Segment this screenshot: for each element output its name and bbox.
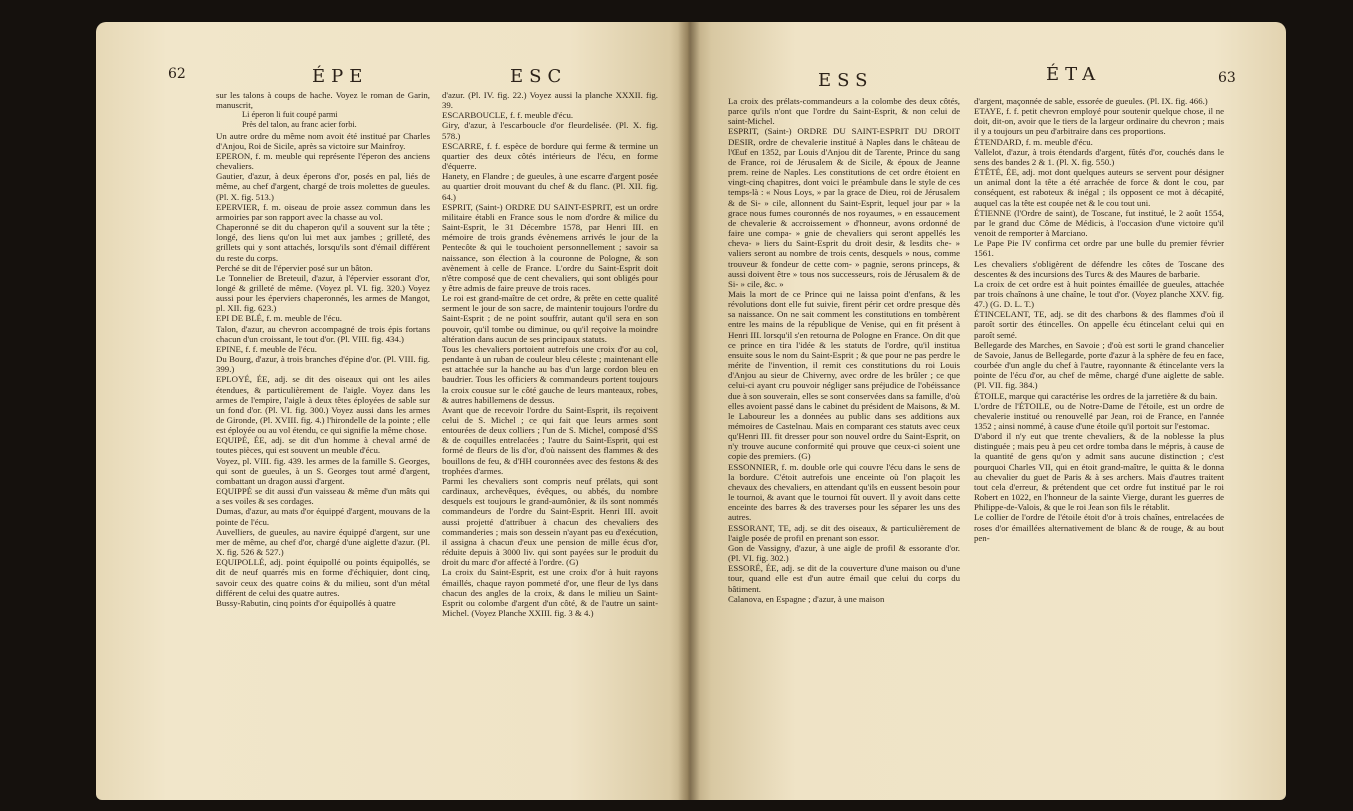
paragraph: Chaperonné se dit du chaperon qu'il a souvent sur la tête ; longé, des liens qu'on lui met aux jambes ; grilleté, des grillets qui y sont attachés, lorsqu'ils sont d'émail différent du reste du corps. — [216, 222, 430, 263]
paragraph: Dumas, d'azur, au mats d'or équippé d'argent, mouvans de la pointe de l'écu. — [216, 506, 430, 527]
paragraph: Talon, d'azur, au chevron accompagné de trois épis fortans chacun d'un croissant, le tout d'or. (Pl. VIII. fig. 434.) — [216, 323, 430, 344]
paragraph: La croix du Saint-Esprit, est une croix d'or à huit rayons émaillés, chaque rayon pommeté d'or, une fleur de lys dans chacun des angles de la croix, & dans le milieu un Saint-Esprit ou colombe d'argent d'un côté, & de l'autre un saint-Michel. (Voyez Planche XXIII. fig. 3 & 4.) — [442, 567, 658, 618]
entry-eperon: EPERON, f. m. meuble qui représente l'éperon des anciens chevaliers. — [216, 150, 430, 172]
book-gutter — [678, 22, 700, 800]
paragraph: Le Tonnelier de Breteuil, d'azur, à l'épervier essorant d'or, longé & grilleté de même. (Voyez pl. VI. fig. 320.) Voyez aussi pour les éperviers chaperonnés, les armes de Mangot, pl. XII. fig. 623.) — [216, 272, 430, 314]
entry-equippe: EQUIPPÉ se dit aussi d'un vaisseau & même d'un mâts qui a ses voiles & ses cordages. — [216, 486, 430, 507]
entry-etienne: ÉTIENNE (l'Ordre de saint), de Toscane, fut institué, le 2 août 1554, par le grand duc Côme de Médicis, à l'occasion d'une victoire qu'il venoit de remporter à Marciano. — [974, 207, 1224, 239]
paragraph: Le collier de l'ordre de l'étoile étoit d'or à trois chaînes, entrelacées de roses d'or émaillées alternativement de blanc & de rouge, & au bout pen- — [974, 512, 1224, 543]
paragraph: Hanety, en Flandre ; de gueules, à une escarre d'argent posée au quartier droit mouvant du chef & du flanc. (Pl. XII. fig. 64.) — [442, 171, 658, 202]
paragraph: Auvelliers, de gueules, au navire équippé d'argent, sur une mer de même, au chef d'or, chargé d'une aiglette d'azur. (Pl. X. fig. 526 & 527.) — [216, 526, 430, 558]
left-running-head-right: ESC — [510, 66, 568, 87]
entry-epi-de-ble: EPI DE BLÉ, f. m. meuble de l'écu. — [216, 313, 342, 324]
paragraph: d'argent, maçonnée de sable, essorée de gueules. (Pl. IX. fig. 466.) — [974, 96, 1208, 106]
paragraph: d'azur. (Pl. IV. fig. 22.) Voyez aussi la planche XXXII. fig. 39. — [442, 90, 658, 111]
right-column-2 — [974, 96, 1224, 543]
entry-essonnier: ESSONNIER, f. m. double orle qui couvre l'écu dans le sens de la bordure. C'étoit autrefois une enceinte où l'on plaçoit les chevaux des chevaliers, en attendant qu'ils en eussent besoin pour le tournoi, & avant que le tournoi fût ouvert. Il y avoit dans cette enceinte des barres & des traverses pour les séparer les uns des autres. — [728, 461, 960, 523]
entry-epine: EPINE, f. f. meuble de l'écu. — [216, 343, 318, 354]
entry-etendard: ÉTENDARD, f. m. meuble d'écu. — [974, 136, 1093, 147]
paragraph: La croix des prélats-commandeurs a la colombe des deux côtés, parce qu'ils n'ont que l'ordre du Saint-Esprit, & non celui de saint-Michel. — [728, 96, 960, 127]
right-page-number: 63 — [1218, 70, 1236, 86]
entry-eploye: EPLOYÉ, ÉE, adj. se dit des oiseaux qui ont les ailes étendues, & particulièrement de l'aigle. Voyez dans les armes de l'empire, l'aigle à deux têtes éployées de sable sur un fond d'or. (Pl. VI. fig. 300.) Voyez aussi dans les armes de Gironde, (Pl. XVIII. fig. 4.) l'hirondelle de la pointe ; elle est éployée ou au vol étendu, ce qui signifie la même chose. — [216, 374, 430, 436]
entry-equipolle: EQUIPOLLÉ, adj. point équipollé ou points équipollés, se dit de neuf quarrés mis en forme d'échiquier, dont cinq, savoir ceux des quatre coins & du milieu, sont d'un métal différent de celui des quatre autres. — [216, 557, 430, 598]
paragraph: sur les talons à coups de hache. Voyez le roman de Garin, manuscrit, — [216, 90, 430, 111]
paragraph: L'ordre de l'ÉTOILE, ou de Notre-Dame de l'étoile, est un ordre de chevalerie institué ou renouvellé par Jean, roi de France, en l'année 1352 ; ainsi nommé, à cause d'une étoile qu'il portoit sur l'estomac. — [974, 400, 1224, 431]
verse-line: Li éperon li fuit coupé parmi — [242, 110, 338, 120]
paragraph: Le Pape Pie IV confirma cet ordre par une bulle du premier février 1561. — [974, 238, 1224, 259]
entry-equipe: EQUIPÉ, ÉE, adj. se dit d'un homme à cheval armé de toutes pièces, qui est souvent un meuble d'écu. — [216, 435, 430, 456]
left-running-head-left: ÉPE — [312, 66, 369, 87]
paragraph: Voyez, pl. VIII. fig. 439. les armes de la famille S. Georges, qui sont de gueules, à un S. Georges tout armé d'argent, combattant un dragon aussi d'argent. — [216, 455, 430, 486]
paragraph: Un autre ordre du même nom avoit été institué par Charles d'Anjou, Roi de Sicile, après sa victoire sur Mainfroy. — [216, 130, 430, 151]
entry-etincelant: ÉTINCELANT, TE, adj. se dit des charbons & des flammes d'où il paroît sortir des étincelles. On appelle écu étincelant celui qui en paroît semé. — [974, 309, 1224, 340]
entry-etaye: ETAYE, f. f. petit chevron employé pour soutenir quelque chose, il ne doit, dit-on, avoir que le tiers de la largeur ordinaire du chevron ; mais il y a toujours un peu d'arbitraire dans ces proportions. — [974, 106, 1224, 137]
paragraph: La croix de cet ordre est à huit pointes émaillée de gueules, attachée par trois chaînons à une chaîne, le tout d'or. (Voyez planche XXV. fig. 47.) (G. D. L. T.) — [974, 278, 1224, 310]
paragraph: Giry, d'azur, à l'escarboucle d'or fleurdelisée. (Pl. X. fig. 578.) — [442, 120, 658, 141]
paragraph: Gautier, d'azur, à deux éperons d'or, posés en pal, liés de même, au chef d'argent, chargé de trois molettes de gueules. (Pl. X. fig. 513.) — [216, 171, 430, 202]
entry-esprit-ordre: ESPRIT, (Saint-) ORDRE DU SAINT-ESPRIT, est un ordre militaire établi en France sous le nom d'ordre & milice du Saint-Esprit, le 31 Décembre 1578, par Henri III. en mémoire de trois grands évènemens arrivés le jour de la Pentecôte & qui le touchoient personnellement ; savoir sa naissance, son élection à la couronne de Pologne, & son avènement à celle de France. L'ordre du Saint-Esprit doit n'être composé que de cent chevaliers, qui sont obligés pour y être admis de faire preuve de trois races. — [442, 201, 658, 293]
entry-epervier: EPERVIER, f. m. oiseau de proie assez commun dans les armoiries par son rapport avec la chasse au vol. — [216, 201, 430, 222]
left-column-2 — [442, 90, 658, 618]
paragraph: D'abord il n'y eut que trente chevaliers, & de la noblesse la plus distinguée ; mais peu à peu cet ordre tomba dans le mépris, à cause de la quantité de gens qu'on y admit sans aucune distinction ; c'est pourquoi Charles VII, qui en étoit grand-maître, le quitta & le donna au chevalier du guet de Paris & à ses archers. Mais d'autres traitent tout cela d'erreur, & prétendent que cet ordre fut institué par le roi Robert en 1022, en l'honneur de la sainte Vierge, durant les guerres de Philippe-de-Valois, & que le roi Jean son fils le rétablit. — [974, 431, 1224, 513]
right-running-head-right: ÉTA — [1046, 64, 1102, 85]
paragraph: Parmi les chevaliers sont compris neuf prélats, qui sont cardinaux, archevêques, évêques, ou abbés, du nombre desquels est toujours le grand-aumônier, & ils sont nommés commandeurs de l'ordre du Saint-Esprit. Henri III. avoit aussi projetté d'attribuer à chacun des chevaliers des commanderies ; mais son dessein n'ayant pas eu d'exécution, il assigna à chacun d'eux une pension de mille écus d'or, réduite depuis à 3000 liv. qui sont payées sur le produit du droit du marc d'or affecté à l'ordre. (G) — [442, 475, 658, 568]
left-column-1 — [216, 90, 430, 608]
paragraph: Avant que de recevoir l'ordre du Saint-Esprit, ils reçoivent celui de S. Michel ; ce qui fait que leurs armes sont entourées de deux colliers ; l'un de S. Michel, composé d'SS & de coquilles entrelacées ; l'autre du Saint-Esprit, qui est formé de fleurs de lis d'or, d'où naissent des flammes & des bouillons de feu, & d'HH couronnées avec des festons & des trophées d'armes. — [442, 404, 658, 476]
entry-esprit-droit-desir: ESPRIT, (Saint-) ORDRE DU SAINT-ESPRIT DU DROIT DESIR, ordre de chevalerie institué à Naples dans le château de l'Œuf en 1352, par Louis d'Anjou dit de Tarente, Prince du sang de France, roi de Jérusalem & de Sicile, & époux de Jeanne prem. reine de Naples. Les constitutions de cet ordre étoient en vingt-cinq chapitres, dont voici le préambule dans le style de ces temps-là : « Nous Loys, » par la grace de Dieu, roi de Jérusalem & de Si- » cile, allonnent du Saint-Esprit, lequel jour par » la grace nous fumes couronnés de nos royaumes, » en essaucement de chevalerie & accroissement » d'honneur, avons ordonné de faire une compa- » gnie de chevaliers qui seront appellés les cheva- » liers du Saint-Esprit du droit desir, & lesdits che- » valiers seront au nombre de trois cents, desquels » nous, comme trouveur & fondeur de cette com- » pagnie, serons princeps, & aussi doivent être » tous nos successeurs, rois de Jérusalem & de Si- » cile, &c. » — [728, 126, 960, 289]
right-page — [688, 22, 1286, 800]
entry-essorant: ESSORANT, TE, adj. se dit des oiseaux, & particulièrement de l'aigle posée de profil en prenant son essor. — [728, 522, 960, 543]
paragraph: Les chevaliers s'obligèrent de défendre les côtes de Toscane des descentes & des incursions des Turcs & des Maures de barbarie. — [974, 258, 1224, 279]
entry-escarboucle: ESCARBOUCLE, f. f. meuble d'écu. — [442, 110, 574, 121]
paragraph: Le roi est grand-maître de cet ordre, & prête en cette qualité serment le jour de son sacre, de maintenir toujours l'ordre du Saint-Esprit ; de ne point souffrir, autant qu'il sera en son pouvoir, qu'il tombe ou diminue, ou qu'il reçoive la moindre altération dans aucun de ses principaux statuts. — [442, 293, 658, 344]
paragraph: Calanova, en Espagne ; d'azur, à une maison — [728, 593, 885, 604]
paragraph: Vallelot, d'azur, à trois étendards d'argent, fûtés d'or, couchés dans le sens des bandes 2 & 1. (Pl. X. fig. 550.) — [974, 146, 1224, 167]
paragraph: Perché se dit de l'épervier posé sur un bâton. — [216, 262, 373, 273]
paragraph: Mais la mort de ce Prince qui ne laissa point d'enfans, & les révolutions dont elle fut suivie, firent périr cet ordre presque dès sa naissance. On ne sait comment les constitutions en tombèrent entre les mains de la république de Venise, qui en fit présent à Henri III. lorsqu'il s'en retourna de Pologne en France. On dit que ce prince en tira l'idée & les statuts de l'ordre, qu'il institua ensuite sous le nom du Saint-Esprit ; & que pour ne pas perdre le mérite de l'invention, il remit ces constitutions du roi Louis d'Anjou au sieur de Chiverny, avec ordre de les brûler ; ce que celui-ci ayant cru pouvoir négliger sans préjudice de l'obéissance due à son souverain, elles se sont conservées dans sa famille, d'où elles avoient passé dans le cabinet du président de Maisons, & M. le Laboureur les a données au public dans ses additions aux mémoires de Castelnau. Mais en comparant ces statuts avec ceux qu'Henri III. fit dresser pour son nouvel ordre du Saint-Esprit, on n'y trouve aucune conformité qui prouve que ceux-ci soient une copie des premiers. (G) — [728, 288, 960, 462]
entry-essore: ESSORÉ, ÉE, adj. se dit de la couverture d'une maison ou d'une tour, quand elle est d'un autre émail que celui du corps du bâtiment. — [728, 563, 960, 594]
left-page — [96, 22, 688, 800]
paragraph: Du Bourg, d'azur, à trois branches d'épine d'or. (Pl. VIII. fig. 399.) — [216, 354, 430, 375]
entry-etoile: ÉTOILE, marque qui caractérise les ordres de la jarretière & du bain. — [974, 390, 1218, 401]
open-book — [96, 22, 1286, 800]
paragraph: Bussy-Rabutin, cinq points d'or équipollés à quatre — [216, 597, 396, 608]
left-page-number: 62 — [168, 66, 186, 82]
paragraph: Tous les chevaliers portoient autrefois une croix d'or au col, pendante à un ruban de couleur bleu céleste ; maintenant elle est attachée sur la hanche au bas d'un large cordon bleu en baudrier. Tous les officiers & commandeurs portent toujours la croix cousue sur le côté gauche de leurs manteaux, robes, & autres habillemens de dessus. — [442, 343, 658, 405]
verse-line: Près del talon, au franc acier forbi. — [242, 120, 357, 130]
right-running-head-left: ESS — [818, 70, 874, 91]
entry-etete: ÉTÊTÉ, ÉE, adj. mot dont quelques auteurs se servent pour désigner un animal dont la tête a été arrachée de force & dont le cou, par conséquent, est raboteux & inégal ; ils opposent ce mot à décapité, auquel cas la tête est coupée net & le cou tout uni. — [974, 167, 1224, 208]
entry-escarre: ESCARRE, f. f. espèce de bordure qui ferme & termine un quartier des deux côtés intérieurs de l'écu, en forme d'équerre. — [442, 140, 658, 172]
right-column-1 — [728, 96, 960, 604]
paragraph: Bellegarde des Marches, en Savoie ; d'où est sorti le grand chancelier de Savoie, Janus de Bellegarde, porte d'azur à la sphère de feu en face, courbée d'un angle du chef à l'autre, rayonnante & étincelante vers la pointe de l'écu d'or, au chef de même, chargé d'une aiglette de sable. (Pl. VII. fig. 384.) — [974, 339, 1224, 391]
paragraph: Gon de Vassigny, d'azur, à une aigle de profil & essorante d'or. (Pl. VI. fig. 302.) — [728, 542, 960, 564]
